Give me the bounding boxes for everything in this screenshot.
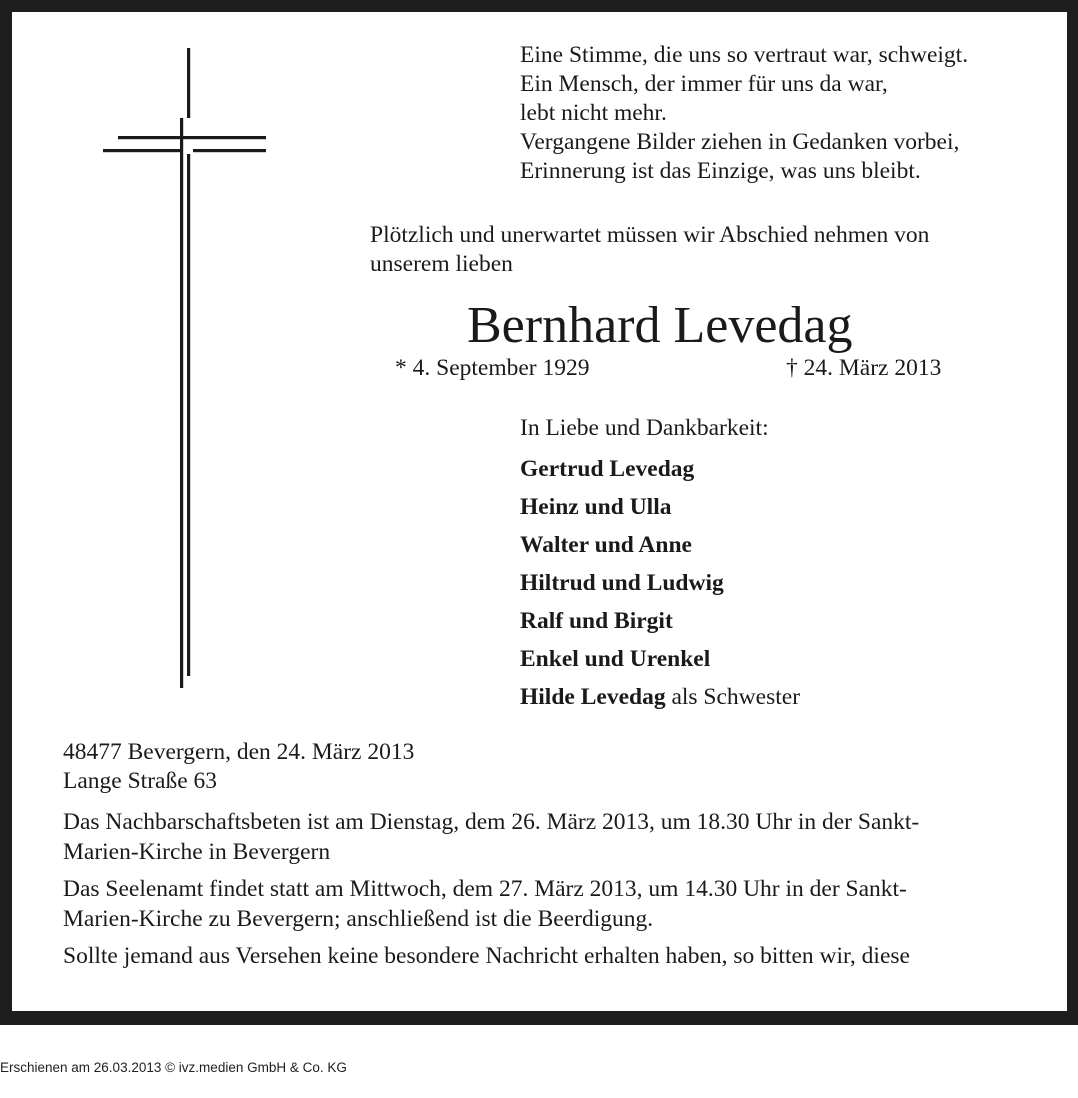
mourner-name: Hiltrud und Ludwig — [520, 570, 724, 596]
mourner-entry — [520, 564, 800, 602]
obituary-notice — [12, 12, 1067, 1011]
birth-date: * 4. September 1929 — [395, 355, 590, 381]
mourner-entry — [520, 488, 800, 526]
address-block — [63, 738, 414, 796]
mourner-name: Enkel und Urenkel — [520, 646, 711, 672]
mourners-list — [520, 450, 800, 716]
mourner-entry — [520, 450, 800, 488]
death-date: † 24. März 2013 — [786, 355, 942, 381]
intro-line: unserem lieben — [370, 251, 513, 277]
mourner-name: Ralf und Birgit — [520, 608, 673, 634]
mourner-name: Heinz und Ulla — [520, 494, 672, 520]
poem-line: Eine Stimme, die uns so vertraut war, schweigt. — [520, 42, 969, 68]
notice-requiem — [63, 874, 907, 934]
notice-missing-message — [63, 941, 910, 971]
address-line: Lange Straße 63 — [63, 768, 218, 794]
notice-line: Marien-Kirche zu Bevergern; anschließend ist die Beerdigung. — [63, 906, 654, 932]
mourner-entry — [520, 526, 800, 564]
cross-icon — [12, 12, 312, 712]
mourner-entry — [520, 602, 800, 640]
mourner-name: Walter und Anne — [520, 532, 692, 558]
poem — [520, 41, 968, 186]
notice-line: Das Nachbarschaftsbeten ist am Dienstag, dem 26. März 2013, um 18.30 Uhr in der Sankt- — [63, 809, 920, 835]
mourner-entry — [520, 678, 800, 716]
poem-line: Erinnerung ist das Einzige, was uns bleibt. — [520, 158, 921, 184]
mourner-relation: als Schwester — [671, 684, 801, 710]
notice-line: Das Seelenamt findet statt am Mittwoch, dem 27. März 2013, um 14.30 Uhr in der Sankt- — [63, 876, 907, 902]
publication-footer: Erschienen am 26.03.2013 © ivz.medien GmbH & Co. KG — [0, 1060, 347, 1075]
address-line: 48477 Bevergern, den 24. März 2013 — [63, 739, 415, 765]
poem-line: lebt nicht mehr. — [520, 100, 667, 126]
intro-text — [370, 221, 929, 279]
poem-line: Ein Mensch, der immer für uns da war, — [520, 71, 888, 97]
mourners-heading: In Liebe und Dankbarkeit: — [520, 415, 769, 441]
deceased-name: Bernhard Levedag — [467, 297, 853, 354]
poem-line: Vergangene Bilder ziehen in Gedanken vorbei, — [520, 129, 960, 155]
notice-line: Marien-Kirche in Bevergern — [63, 839, 331, 865]
notice-prayer — [63, 807, 919, 867]
notice-line: Sollte jemand aus Versehen keine besondere Nachricht erhalten haben, so bitten wir, diese — [63, 943, 910, 969]
mourner-name: Hilde Levedag — [520, 684, 666, 710]
intro-line: Plötzlich und unerwartet müssen wir Abschied nehmen von — [370, 222, 930, 248]
mourner-name: Gertrud Levedag — [520, 456, 695, 482]
mourner-entry — [520, 640, 800, 678]
